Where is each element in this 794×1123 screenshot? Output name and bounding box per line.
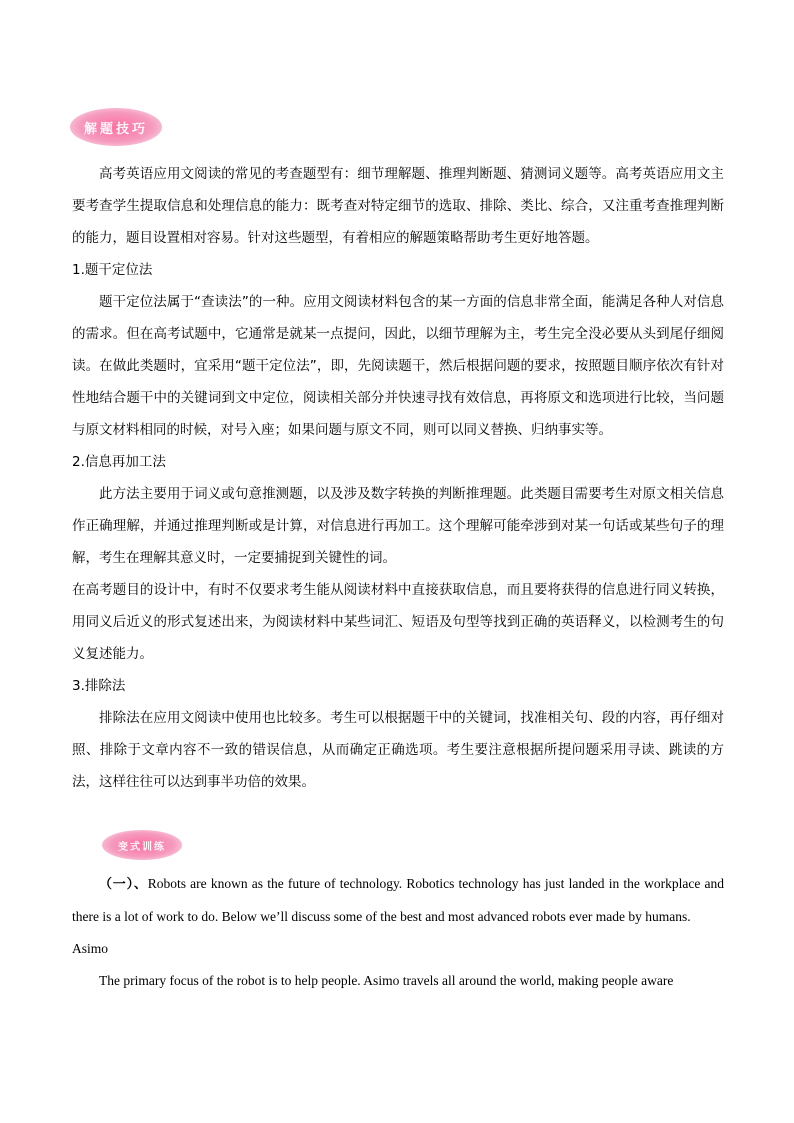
passage-paragraph: The primary focus of the robot is to help people. Asimo travels all around the world, making people aware: [99, 973, 674, 988]
passage-intro: [72, 868, 724, 933]
section-heading: 3.排除法: [72, 678, 126, 694]
section-paragraph: 排除法在应用文阅读中使用也比较多。考生可以根据题干中的关键词，找准相关句、段的内容，再仔细对照、排除于文章内容不一致的错误信息，从而确定正确选项。考生要注意根据所提问题采用寻读、跳读的方法，这样往往可以达到事半功倍的效果。: [72, 710, 724, 790]
intro-paragraph: 高考英语应用文阅读的常见的考查题型有：细节理解题、推理判断题、猜测词义题等。高考英语应用文主要考查学生提取信息和处理信息的能力：既考查对特定细节的选取、排除、类比、综合，又注重考查推理判断的能力，题目设置相对容易。针对这些题型，有着相应的解题策略帮助考生更好地答题。: [72, 166, 724, 246]
passage-intro-text: Robots are known as the future of technology. Robotics technology has just landed in the workplace and there is a lot of work to do. Below we’ll discuss some of the best and most advanced robots ever made by humans.: [72, 876, 724, 924]
passage-subheading: Asimo: [72, 941, 109, 956]
badge-label: 解题技巧: [83, 121, 148, 137]
section-heading: 1.题干定位法: [72, 262, 153, 278]
passage-number: （一）、: [99, 877, 148, 892]
section-heading: 2.信息再加工法: [72, 454, 166, 470]
section-badge-tips: [70, 108, 162, 146]
english-passage: [72, 868, 724, 997]
section-paragraph: 题干定位法属于“查读法”的一种。应用文阅读材料包含的某一方面的信息非常全面，能满足各种人对信息的需求。但在高考试题中，它通常是就某一点提问，因此，以细节理解为主，考生完全没必要从头到尾仔细阅读。在做此类题时，宜采用“题干定位法”，即，先阅读题干，然后根据问题的要求，按照题目顺序依次有针对性地结合题干中的关键词到文中定位，阅读相关部分并快速寻找有效信息，再将原文和选项进行比较，当问题与原文材料相同的时候，对号入座；如果问题与原文不同，则可以同义替换、归纳事实等。: [72, 294, 724, 438]
section-paragraph: 在高考题目的设计中，有时不仅要求考生能从阅读材料中直接获取信息，而且要将获得的信息进行同义转换，用同义后近义的形式复述出来，为阅读材料中某些词汇、短语及句型等找到正确的英语释义，以检测考生的句义复述能力。: [72, 582, 724, 662]
tips-content: [72, 158, 724, 798]
section-badge-practice: [102, 830, 182, 860]
badge-label: 变式训练: [118, 841, 166, 853]
section-paragraph: 此方法主要用于词义或句意推测题，以及涉及数字转换的判断推理题。此类题目需要考生对原文相关信息作正确理解，并通过推理判断或是计算，对信息进行再加工。这个理解可能牵涉到对某一句话或某些句子的理解，考生在理解其意义时，一定要捕捉到关键性的词。: [72, 486, 724, 566]
